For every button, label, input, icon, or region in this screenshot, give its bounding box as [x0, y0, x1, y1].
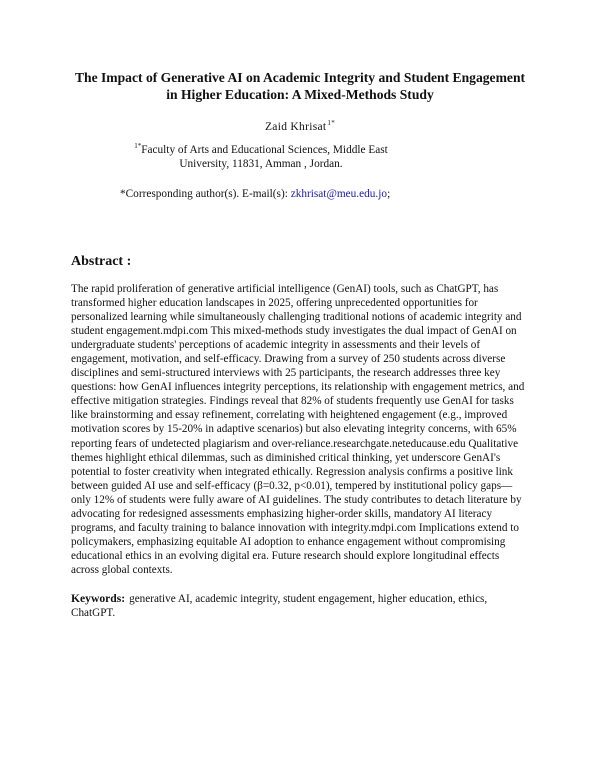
corresponding-suffix: ; [387, 188, 391, 200]
author-line [0, 116, 600, 134]
corresponding-author [120, 187, 520, 201]
keywords-text: generative AI, academic integrity, student engagement, higher education, ethics, ChatGPT. [71, 593, 488, 620]
abstract-text: The rapid proliferation of generative artificial intelligence (GenAI) tools, such as ChatGPT, has transformed higher education landscapes in 2025, offering unprecedented opportunities for personalized learning while simultaneously challenging traditional notions of academic integrity and student engagement.mdpi.com This mixed-methods study investigates the dual impact of GenAI on undergraduate students' perceptions of academic integrity in assessments and their levels of engagement, motivation, and self-efficacy. Drawing from a survey of 250 students across diverse disciplines and semi-structured interviews with 25 participants, the research addresses three key questions: how GenAI influences integrity perceptions, its relationship with engagement metrics, and effective mitigation strategies. Findings reveal that 82% of students frequently use GenAI for tasks like brainstorming and essay refinement, correlating with heightened engagement (e.g., improved motivation scores by 15-20% in adaptive scenarios) but also elevating integrity concerns, with 65% reporting fears of undetected plagiarism and over-reliance.researchgate.neteducause.edu Qualitative themes highlight ethical dilemmas, such as diminished critical thinking, yet underscore GenAI's potential to foster creativity when integrated ethically. Regression analysis confirms a positive link between guided AI use and self-efficacy (β=0.32, p<0.01), tempered by institutional policy gaps—only 12% of students were fully aware of AI guidelines. The study contributes to detach literature by advocating for redesigned assessments emphasizing higher-order skills, mandatory AI literacy programs, and faculty training to balance innovation with integrity.mdpi.com Implications extend to policymakers, emphasizing equitable AI adoption to enhance engagement without compromising educational ethics in an evolving digital era. Future research should explore longitudinal effects across global contexts. [71, 283, 525, 576]
title-line-2: in Higher Education: A Mixed-Methods Study [166, 87, 434, 102]
author-superscript: 1* [327, 119, 335, 127]
keywords [71, 592, 527, 620]
paper-title [40, 69, 560, 103]
affiliation-line-2: University, 11831, Amman , Jordan. [179, 158, 343, 170]
corresponding-label: *Corresponding author(s). E-mail(s): [120, 188, 291, 200]
title-line-1: The Impact of Generative AI on Academic Integrity and Student Engagement [74, 70, 526, 85]
abstract-heading: Abstract : [71, 254, 132, 269]
corresponding-email-link[interactable]: zkhrisat@meu.edu.jo [290, 188, 388, 200]
author-name: Zaid Khrisat [264, 121, 327, 133]
affiliation [116, 139, 406, 171]
affiliation-superscript: 1* [134, 142, 142, 150]
affiliation-line-1: $^{1*}$Faculty of Arts and Educational Sciences, Middle East [134, 142, 388, 156]
keywords-label: Keywords: [71, 592, 126, 605]
